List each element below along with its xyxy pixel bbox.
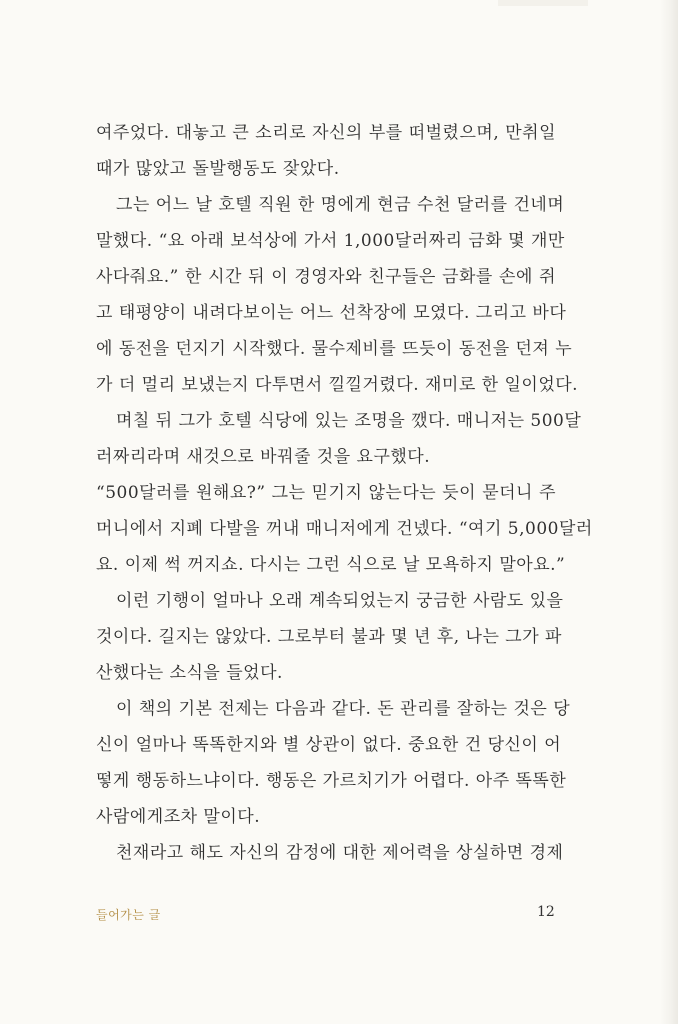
text-line: 말했다. “요 아래 보석상에 가서 1,000달러짜리 금화 몇 개만 <box>96 231 565 251</box>
text-line: 것이다. 길지는 않았다. 그로부터 불과 몇 년 후, 나는 그가 파 <box>96 627 562 647</box>
text-line: 그는 어느 날 호텔 직원 한 명에게 현금 수천 달러를 건네며 <box>116 195 565 215</box>
text-line: 고 태평양이 내려다보이는 어느 선착장에 모였다. 그리고 바다 <box>96 303 567 323</box>
text-line: “500달러를 원해요?” 그는 믿기지 않는다는 듯이 묻더니 주 <box>96 483 556 503</box>
text-line: 사람에게조차 말이다. <box>96 807 261 827</box>
text-line: 요. 이제 썩 꺼지쇼. 다시는 그런 식으로 날 모욕하지 말아요.” <box>96 555 566 575</box>
text-line: 천재라고 해도 자신의 감정에 대한 제어력을 상실하면 경제 <box>116 843 564 863</box>
text-line: 사다줘요.” 한 시간 뒤 이 경영자와 친구들은 금화를 손에 쥐 <box>96 267 556 287</box>
text-line: 머니에서 지폐 다발을 꺼내 매니저에게 건넸다. “여기 5,000달러 <box>96 519 593 539</box>
text-line: 산했다는 소식을 들었다. <box>96 663 283 683</box>
text-line: 이 책의 기본 전제는 다음과 같다. 돈 관리를 잘하는 것은 당 <box>116 699 571 719</box>
text-line: 떻게 행동하느냐이다. 행동은 가르치기가 어렵다. 아주 똑똑한 <box>96 771 567 791</box>
text-line: 이런 기행이 얼마나 오래 계속되었는지 궁금한 사람도 있을 <box>116 591 564 611</box>
text-line: 여주었다. 대놓고 큰 소리로 자신의 부를 떠벌렸으며, 만취일 <box>96 123 556 143</box>
text-line: 때가 많았고 돌발행동도 잦았다. <box>96 159 340 179</box>
text-line: 가 더 멀리 보냈는지 다투면서 낄낄거렸다. 재미로 한 일이었다. <box>96 375 579 395</box>
page-top-shadow <box>498 0 588 6</box>
text-line: 며칠 뒤 그가 호텔 식당에 있는 조명을 깼다. 매니저는 500달 <box>116 411 582 431</box>
body-text <box>96 115 593 871</box>
page-gutter-shadow <box>660 0 678 1024</box>
running-footer-title: 들어가는 글 <box>96 908 161 922</box>
text-line: 러짜리라며 새것으로 바꿔줄 것을 요구했다. <box>96 447 431 467</box>
page-number: 12 <box>537 904 555 920</box>
text-line: 에 동전을 던지기 시작했다. 물수제비를 뜨듯이 동전을 던져 누 <box>96 339 573 359</box>
text-line: 신이 얼마나 똑똑한지와 별 상관이 없다. 중요한 건 당신이 어 <box>96 735 562 755</box>
